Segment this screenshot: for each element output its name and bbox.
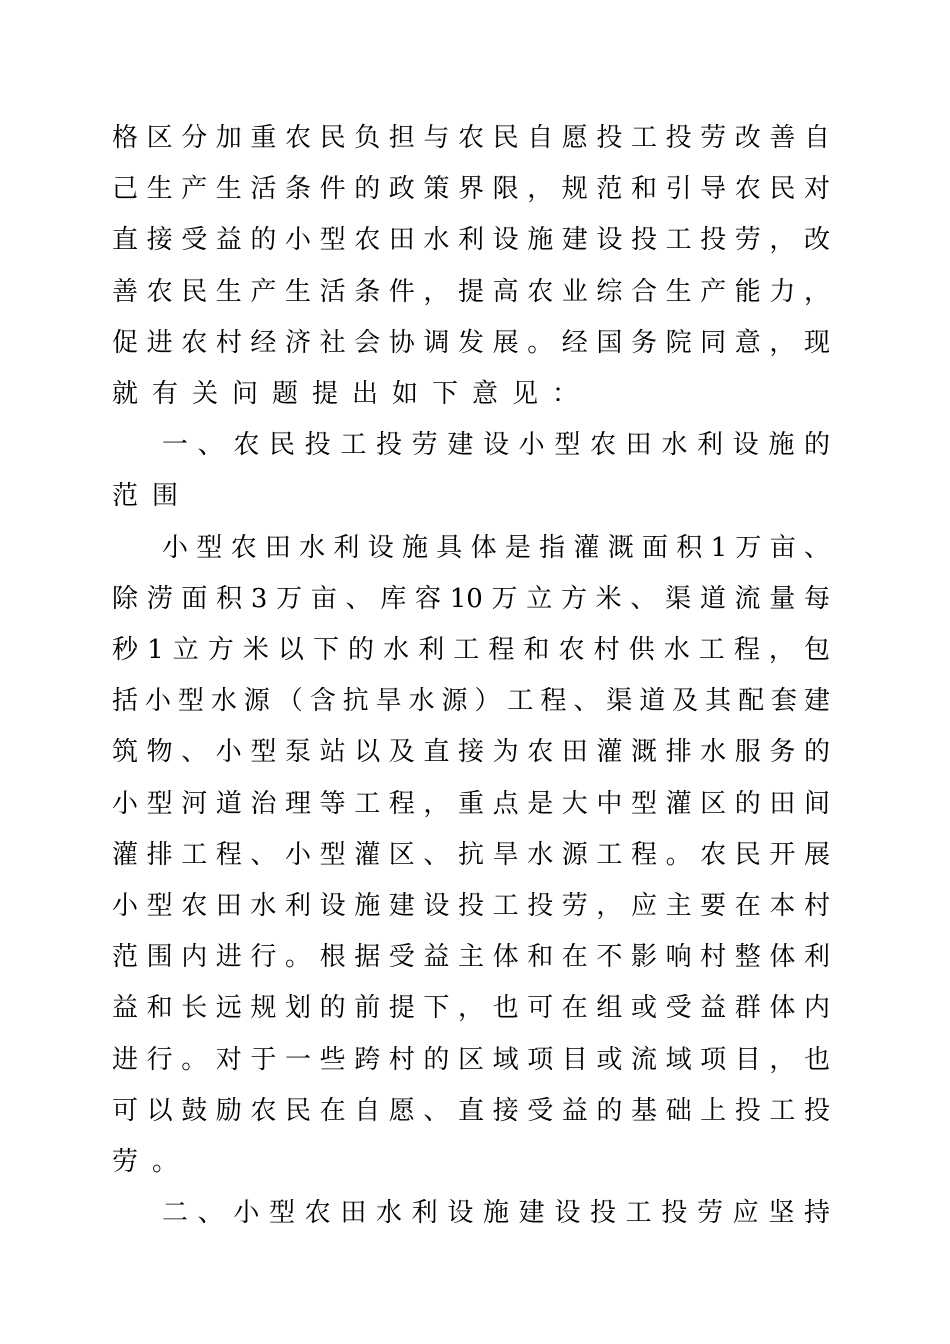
paragraph-line-7: 灌排工程、小型灌区、抗旱水源工程。农民开展: [112, 840, 830, 870]
body-line-5: 促进农村经济社会协调发展。经国务院同意，现: [112, 328, 830, 358]
paragraph-line-3: 秒1立方米以下的水利工程和农村供水工程，包: [112, 635, 830, 665]
paragraph-line-8: 小型农田水利设施建设投工投劳，应主要在本村: [112, 891, 830, 921]
paragraph-line-10: 益和长远规划的前提下，也可在组或受益群体内: [112, 993, 830, 1023]
section-heading-2: 二、小型农田水利设施建设投工投劳应坚持: [162, 1198, 830, 1228]
section-heading-1: 一、农民投工投劳建设小型农田水利设施的: [162, 430, 830, 460]
paragraph-line-4: 括小型水源（含抗旱水源）工程、渠道及其配套建: [112, 686, 830, 716]
paragraph-line-12: 可以鼓励农民在自愿、直接受益的基础上投工投: [112, 1096, 830, 1126]
body-line-3: 直接受益的小型农田水利设施建设投工投劳，改: [112, 225, 830, 255]
section-heading-1-continued: 范围: [112, 481, 193, 511]
body-line-1: 格区分加重农民负担与农民自愿投工投劳改善自: [112, 123, 830, 153]
body-line-4: 善农民生产生活条件，提高农业综合生产能力，: [112, 277, 830, 307]
paragraph-line-13: 劳。: [112, 1147, 193, 1177]
paragraph-line-6: 小型河道治理等工程，重点是大中型灌区的田间: [112, 789, 830, 819]
body-line-2: 己生产生活条件的政策界限，规范和引导农民对: [112, 174, 830, 204]
paragraph-line-5: 筑物、小型泵站以及直接为农田灌溉排水服务的: [112, 737, 830, 767]
body-line-6: 就有关问题提出如下意见：: [112, 379, 593, 409]
paragraph-line-11: 进行。对于一些跨村的区域项目或流域项目，也: [112, 1045, 830, 1075]
paragraph-line-9: 范围内进行。根据受益主体和在不影响村整体利: [112, 942, 830, 972]
paragraph-line-2: 除涝面积3万亩、库容10万立方米、渠道流量每: [112, 584, 830, 614]
paragraph-line-1: 小型农田水利设施具体是指灌溉面积1万亩、: [162, 533, 830, 563]
